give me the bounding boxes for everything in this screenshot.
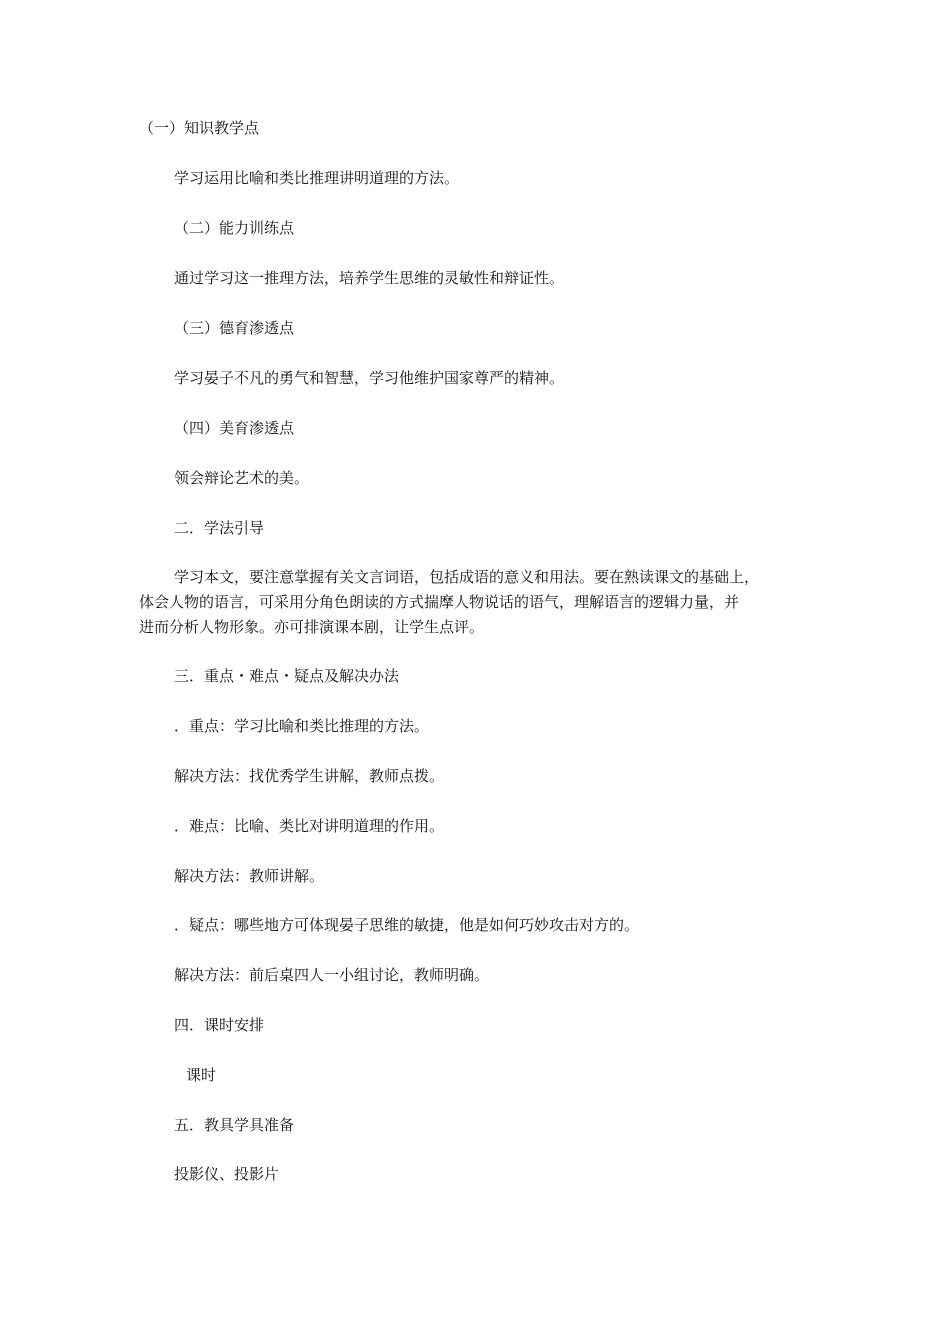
aesthetic-heading: （四）美育渗透点 [174, 419, 295, 437]
key-solution: 解决方法：找优秀学生讲解，教师点拨。 [174, 767, 445, 785]
tools-text: 投影仪、投影片 [174, 1165, 280, 1183]
tools-heading: 五．教具学具准备 [174, 1116, 295, 1134]
ability-text: 通过学习这一推理方法，培养学生思维的灵敏性和辩证性。 [174, 269, 565, 287]
aesthetic-text: 领会辩论艺术的美。 [174, 469, 310, 487]
schedule-heading: 四．课时安排 [174, 1016, 265, 1034]
doubt-solution: 解决方法：前后桌四人一小组讨论，教师明确。 [174, 966, 490, 984]
difficult-point: ．难点：比喻、类比对讲明道理的作用。 [174, 817, 445, 835]
schedule-text: 课时 [186, 1066, 217, 1084]
knowledge-heading: （一）知识教学点 [139, 119, 260, 137]
method-text-line-1: 学习本文，要注意掌握有关文言词语，包括成语的意义和用法。要在熟读课文的基础上， [174, 568, 760, 586]
ability-heading: （二）能力训练点 [174, 219, 295, 237]
knowledge-text: 学习运用比喻和类比推理讲明道理的方法。 [174, 169, 460, 187]
moral-text: 学习晏子不凡的勇气和智慧，学习他维护国家尊严的精神。 [174, 369, 565, 387]
key-heading: 三．重点・难点・疑点及解决办法 [174, 667, 400, 685]
key-point: ．重点：学习比喻和类比推理的方法。 [174, 717, 430, 735]
method-heading: 二．学法引导 [174, 519, 265, 537]
moral-heading: （三）德育渗透点 [174, 319, 295, 337]
doubt-point: ．疑点：哪些地方可体现晏子思维的敏捷，他是如何巧妙攻击对方的。 [174, 916, 640, 934]
difficult-solution: 解决方法：教师讲解。 [174, 867, 325, 885]
method-text-line-3: 进而分析人物形象。亦可排演课本剧，让学生点评。 [139, 618, 485, 636]
method-text-line-2: 体会人物的语言，可采用分角色朗读的方式揣摩人物说话的语气，理解语言的逻辑力量，并 [139, 593, 740, 611]
